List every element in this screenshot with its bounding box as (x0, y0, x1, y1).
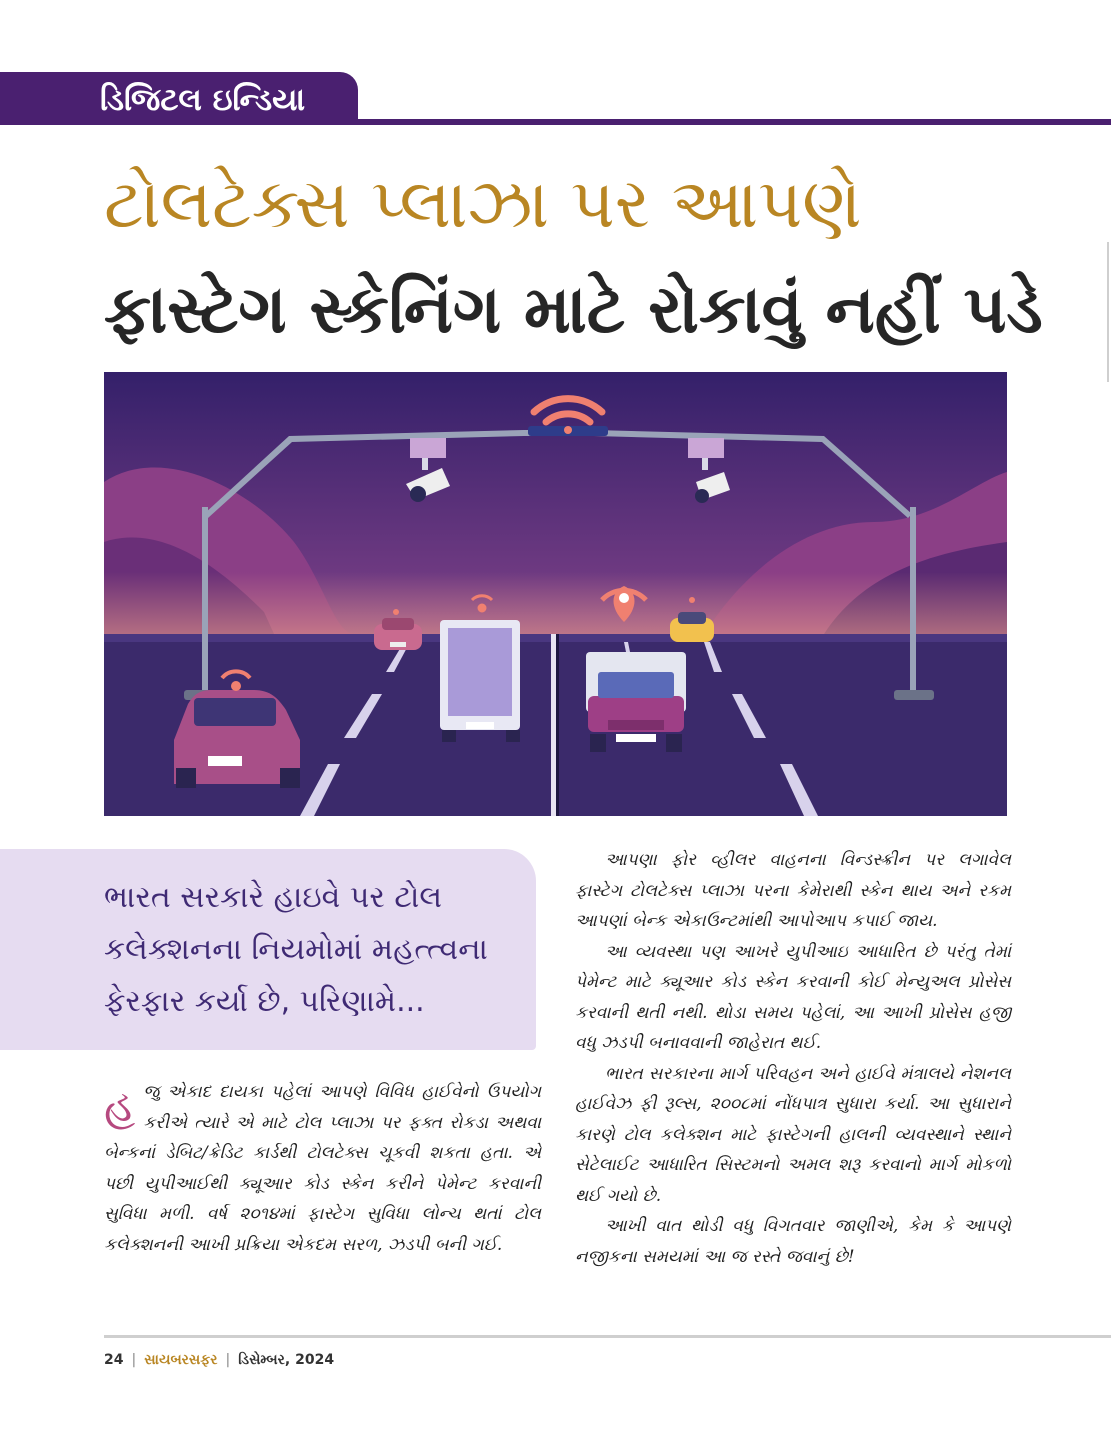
hero-illustration (104, 372, 1007, 816)
body-paragraph: જુ એકાદ દાયકા પહેલાં આપણે વિવિધ હાઈવેનો ઉપયોગ કરીએ ત્યારે એ માટે ટોલ પ્લાઝા પર ફક્ત રોકડા અથવા બેન્કનાં ડેબિટ/ક્રેડિટ કાર્ડથી ટોલટેક્સ ચૂકવી શકતા હતા. એ પછી યુપીઆઈથી ક્યૂઆર કોડ સ્કેન કરીને પેમેન્ટ કરવાની સુવિધા મળી. વર્ષ ૨૦૧૪માં ફાસ્ટેગ સુવિધા લોન્ચ થતાં ટોલ કલેક્શનની આખી પ્રક્રિયા એકદમ સરળ, ઝડપી બની ગઈ. (104, 1082, 541, 1255)
body-paragraph: આખી વાત થોડી વધુ વિગતવાર જાણીએ, કેમ કે આપણે નજીકના સમયમાં આ જ રસ્તે જવાનું છે! (575, 1216, 1011, 1267)
page-number: 24 (104, 1352, 124, 1368)
footer-divider (104, 1335, 1111, 1338)
page-footer (104, 1350, 334, 1370)
section-label: ડિજિટલ ઇન્ડિયા (100, 82, 306, 118)
headline-line-2: ફાસ્ટેગ સ્કેનિંગ માટે રોકાવું નહીં પડે (104, 271, 1043, 348)
body-paragraph: ભારત સરકારના માર્ગ પરિવહન અને હાઈવે મંત્રાલયે નેશનલ હાઈવેઝ ફી રૂલ્સ, ૨૦૦૮માં નોંધપાત્ર સુધારા કર્યા. આ સુધારાને કારણે ટોલ કલેક્શન માટે ફાસ્ટેગની હાલની વ્યવસ્થાને સ્થાને સેટેલાઈટ આધારિત સિસ્ટમનો અમલ શરૂ કરવાનો માર્ગ મોકળો થઈ ગયો છે. (575, 1063, 1011, 1206)
footer-separator: | (131, 1352, 137, 1368)
page-edge-mark (1107, 242, 1109, 382)
magazine-name: સાયબરસફર (144, 1352, 218, 1368)
body-paragraph: આપણા ફોર વ્હીલર વાહનના વિન્ડસ્ક્રીન પર લગાવેલ ફાસ્ટેગ ટોલટેક્સ પ્લાઝા પરના કેમેરાથી સ્કેન થાય અને રકમ આપણાં બેન્ક એકાઉન્ટમાંથી આપોઆપ કપાઈ જાય. (575, 850, 1011, 931)
body-paragraph: આ વ્યવસ્થા પણ આખરે યુપીઆઇ આધારિત છે પરંતુ તેમાં પેમેન્ટ માટે ક્યૂઆર કોડ સ્કેન કરવાની કોઈ મેન્યુઅલ પ્રોસેસ કરવાની થતી નથી. થોડા સમય પહેલાં, આ આખી પ્રોસેસ હજી વધુ ઝડપી બનાવવાની જાહેરાત થઈ. (575, 941, 1011, 1053)
body-column-left (104, 1077, 541, 1260)
issue-date: ડિસેમ્બર, 2024 (238, 1352, 335, 1368)
delivery-van (586, 652, 686, 752)
body-column-right (575, 845, 1011, 1272)
footer-separator: | (225, 1352, 231, 1368)
headline-line-1: ટોલટેક્સ પ્લાઝા પર આપણે (104, 165, 862, 244)
drop-cap: હ (104, 1081, 136, 1132)
callout-text: ભારત સરકારે હાઇવે પર ટોલ કલેક્શનના નિયમોમાં મહત્ત્વના ફેરફાર કર્યા છે, પરિણામે... (104, 880, 488, 1019)
